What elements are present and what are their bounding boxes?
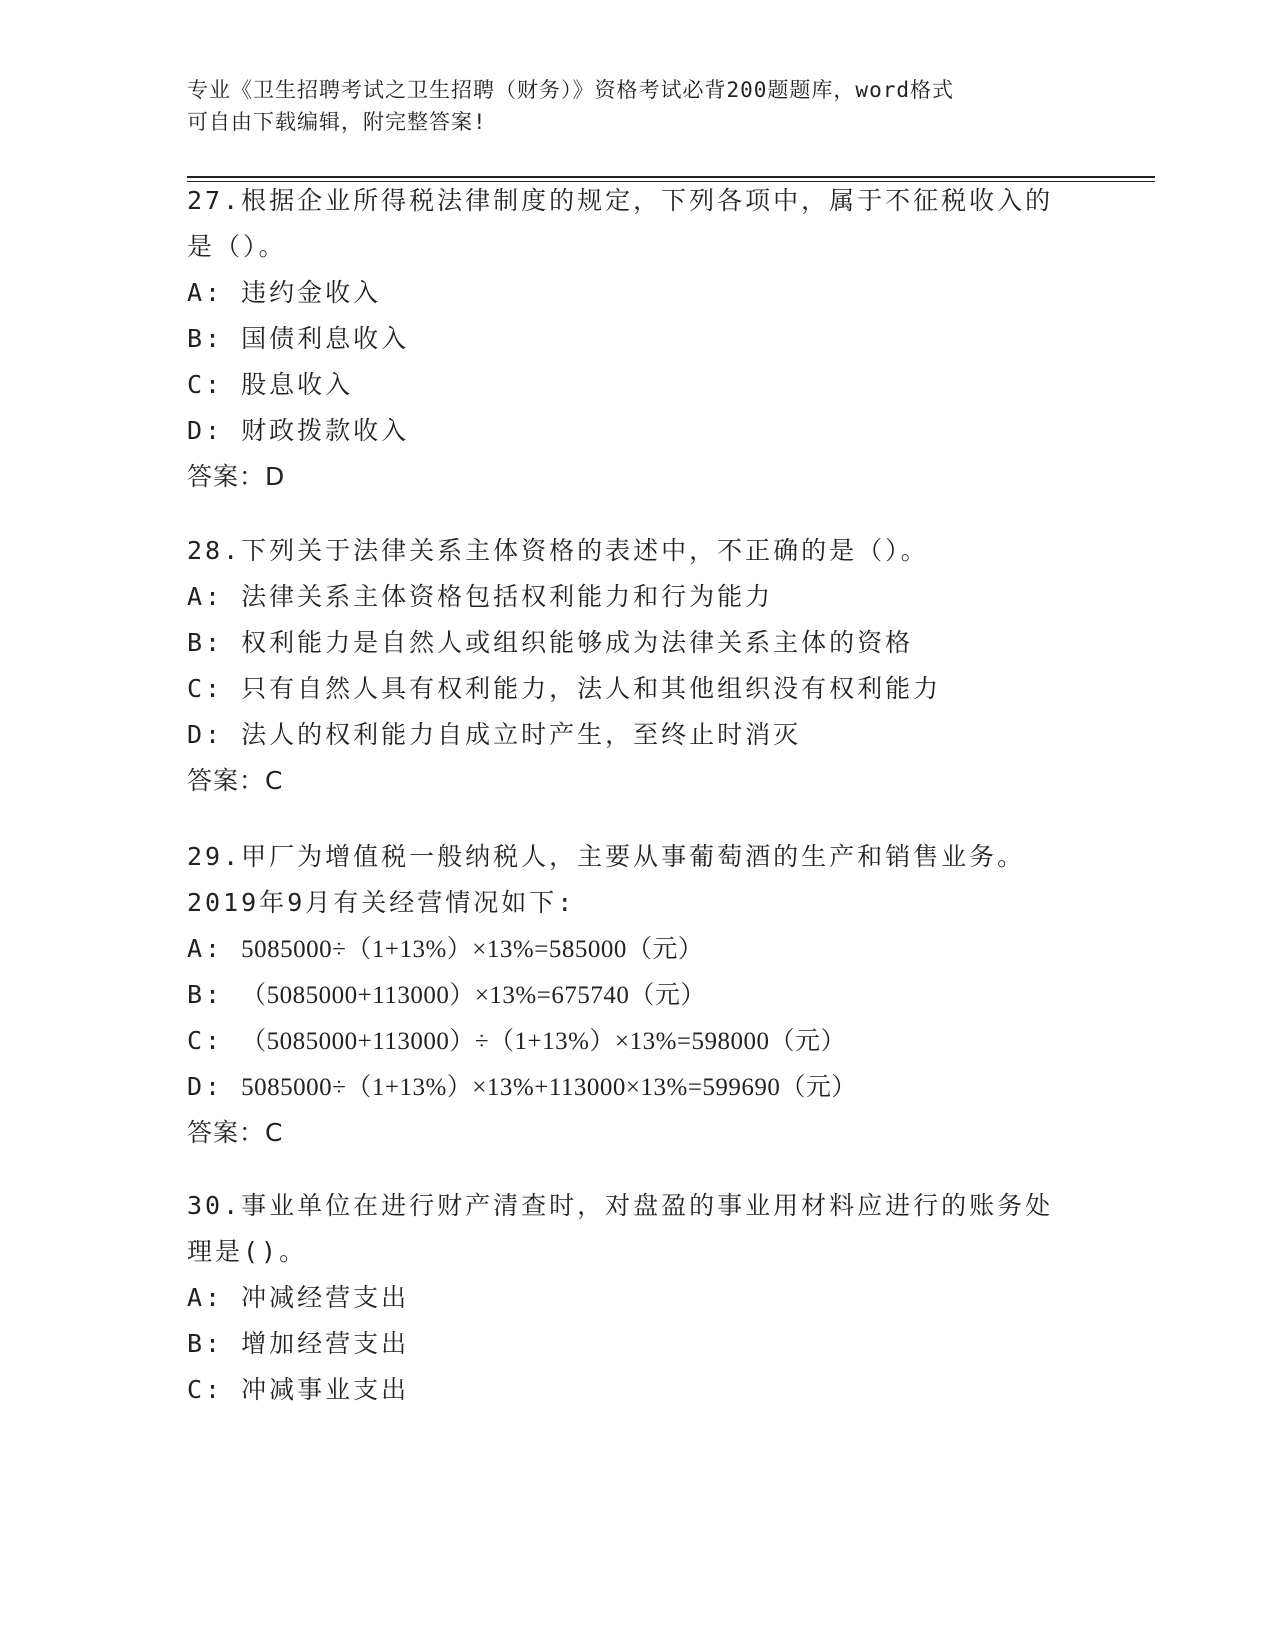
question-30 — [187, 1183, 1087, 1413]
answer: 答案：D — [187, 462, 286, 491]
question-29 — [187, 834, 1087, 1156]
option-b: B: 权利能力是自然人或组织能够成为法律关系主体的资格 — [187, 628, 914, 657]
option-letter: A: — [187, 934, 242, 963]
option-a — [187, 926, 1087, 972]
header-line-1: 专业《卫生招聘考试之卫生招聘（财务）》资格考试必背200题题库，word格式 — [187, 78, 954, 102]
option-b: B: 国债利息收入 — [187, 324, 410, 353]
option-text: 5085000÷（1+13%）×13%+113000×13%=599690（元） — [241, 1074, 857, 1101]
question-stem: 30.事业单位在进行财产清查时，对盘盈的事业用材料应进行的账务处 — [187, 1191, 1054, 1220]
question-stem: 28.下列关于法律关系主体资格的表述中，不正确的是（）。 — [187, 536, 929, 565]
answer: 答案：C — [187, 766, 284, 795]
question-stem-cont: 理是()。 — [187, 1237, 308, 1266]
option-c: C: 冲减事业支出 — [187, 1375, 410, 1404]
question-27 — [187, 178, 1087, 500]
question-28 — [187, 528, 1087, 804]
option-letter: D: — [187, 1072, 242, 1101]
option-letter: B: — [187, 980, 242, 1009]
document-header — [187, 74, 1087, 138]
option-text: （5085000+113000）×13%=675740（元） — [241, 982, 706, 1009]
question-stem: 29.甲厂为增值税一般纳税人，主要从事葡萄酒的生产和销售业务。 — [187, 842, 1026, 871]
option-d: D: 法人的权利能力自成立时产生，至终止时消灭 — [187, 720, 802, 749]
option-text: 5085000÷（1+13%）×13%=585000（元） — [241, 936, 704, 963]
option-c: C: 只有自然人具有权利能力，法人和其他组织没有权利能力 — [187, 674, 942, 703]
option-a: A: 法律关系主体资格包括权利能力和行为能力 — [187, 582, 774, 611]
header-line-2: 可自由下载编辑，附完整答案! — [187, 110, 487, 134]
option-b: B: 增加经营支出 — [187, 1329, 410, 1358]
option-d: D: 财政拨款收入 — [187, 416, 410, 445]
option-a: A: 违约金收入 — [187, 278, 382, 307]
option-c — [187, 1018, 1087, 1064]
question-stem-cont: 2019年9月有关经营情况如下: — [187, 888, 576, 917]
question-stem: 27.根据企业所得税法律制度的规定，下列各项中，属于不征税收入的 — [187, 186, 1054, 215]
option-c: C: 股息收入 — [187, 370, 354, 399]
option-d — [187, 1064, 1087, 1110]
option-a: A: 冲减经营支出 — [187, 1283, 410, 1312]
option-b — [187, 972, 1087, 1018]
option-text: （5085000+113000）÷（1+13%）×13%=598000（元） — [241, 1028, 846, 1055]
answer: 答案：C — [187, 1118, 284, 1147]
option-letter: C: — [187, 1026, 242, 1055]
question-stem-cont: 是（）。 — [187, 232, 287, 261]
